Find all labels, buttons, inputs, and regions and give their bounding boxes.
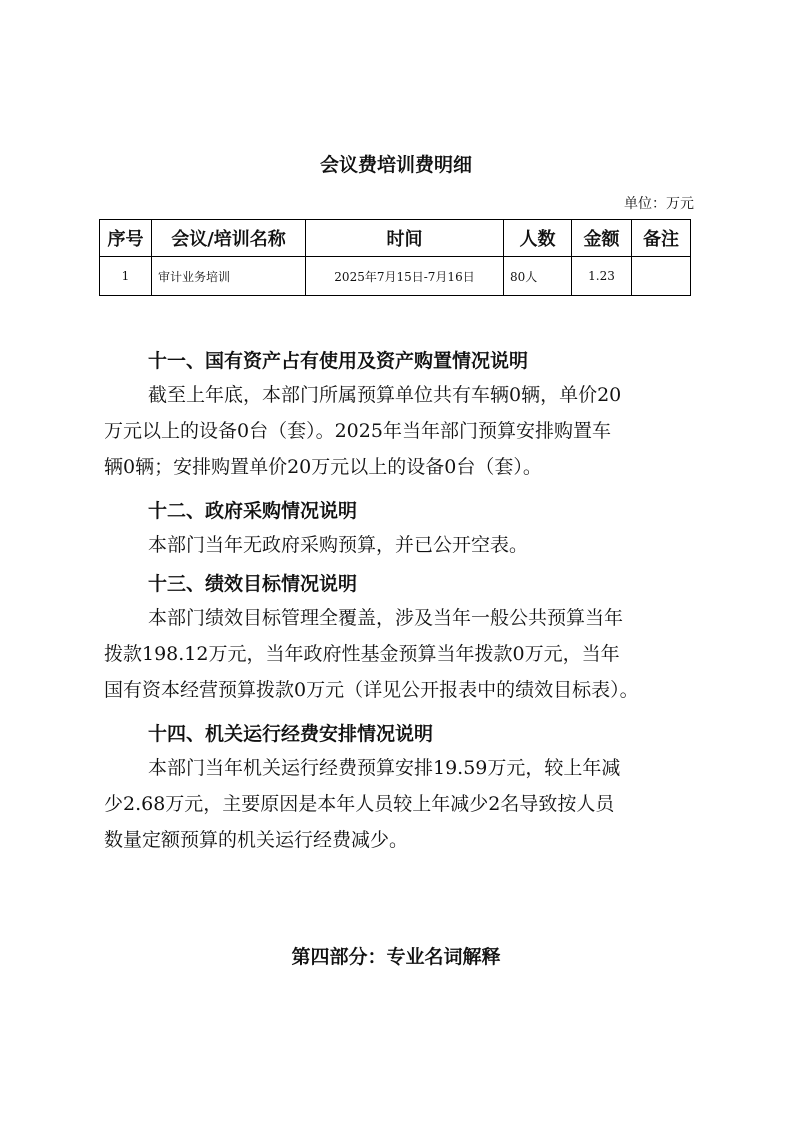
section-body-11 — [104, 377, 694, 485]
paragraph-line: 国有资本经营预算拨款0万元（详见公开报表中的绩效目标表）。 — [104, 679, 639, 701]
section-body-12 — [104, 527, 694, 563]
cell-headcount: 80人 — [504, 257, 572, 296]
header-name: 会议/培训名称 — [152, 220, 306, 257]
meeting-training-fee-table — [99, 219, 691, 296]
paragraph-line: 万元以上的设备0台（套）。2025年当年部门预算安排购置车 — [104, 420, 611, 442]
header-remarks: 备注 — [632, 220, 691, 257]
cell-time: 2025年7月15日-7月16日 — [306, 257, 504, 296]
paragraph-line: 本部门绩效目标管理全覆盖，涉及当年一般公共预算当年 — [148, 607, 624, 629]
header-headcount: 人数 — [504, 220, 572, 257]
header-time: 时间 — [306, 220, 504, 257]
cell-amount: 1.23 — [572, 257, 632, 296]
table-header-row — [100, 220, 691, 257]
header-serial: 序号 — [100, 220, 152, 257]
paragraph-line: 本部门当年机关运行经费预算安排19.59万元，较上年减 — [148, 757, 621, 779]
section-heading-13: 十三、绩效目标情况说明 — [148, 573, 358, 595]
paragraph-line: 截至上年底，本部门所属预算单位共有车辆0辆，单价20 — [148, 384, 622, 406]
section-body-14 — [104, 750, 694, 858]
cell-name: 审计业务培训 — [152, 257, 306, 296]
cell-serial: 1 — [100, 257, 152, 296]
table-row — [100, 257, 691, 296]
cell-remarks — [632, 257, 691, 296]
paragraph-line: 辆0辆；安排购置单价20万元以上的设备0台（套）。 — [104, 456, 542, 478]
table-title: 会议费培训费明细 — [319, 154, 472, 176]
section-heading-12: 十二、政府采购情况说明 — [148, 500, 358, 522]
section-body-13 — [104, 600, 694, 708]
paragraph-line: 拨款198.12万元，当年政府性基金预算当年拨款0万元，当年 — [104, 643, 620, 665]
header-amount: 金额 — [572, 220, 632, 257]
part-heading: 第四部分：专业名词解释 — [291, 946, 501, 968]
paragraph-line: 少2.68万元，主要原因是本年人员较上年减少2名导致按人员 — [104, 793, 615, 815]
paragraph-line: 数量定额预算的机关运行经费减少。 — [104, 829, 409, 851]
section-heading-14: 十四、机关运行经费安排情况说明 — [148, 723, 434, 745]
unit-note: 单位：万元 — [624, 196, 694, 212]
section-heading-11: 十一、国有资产占有使用及资产购置情况说明 — [148, 350, 529, 372]
paragraph-line: 本部门当年无政府采购预算，并已公开空表。 — [148, 534, 529, 556]
